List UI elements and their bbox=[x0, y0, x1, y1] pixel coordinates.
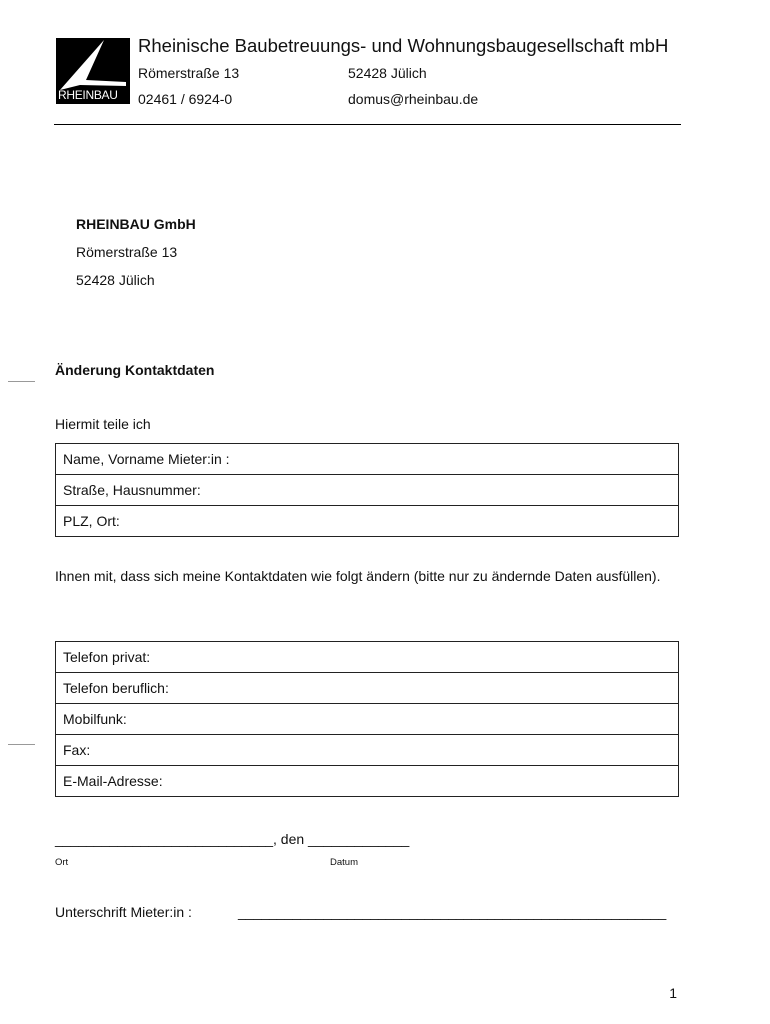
page-number: 1 bbox=[669, 985, 677, 1001]
mobile-field[interactable] bbox=[56, 704, 678, 735]
mobile-input[interactable] bbox=[56, 704, 678, 734]
tenant-street-field[interactable] bbox=[56, 475, 678, 506]
fax-input[interactable] bbox=[56, 735, 678, 765]
tenant-name-field[interactable] bbox=[56, 444, 678, 475]
phone-private-field[interactable] bbox=[56, 642, 678, 673]
email-input[interactable] bbox=[56, 766, 678, 796]
recipient-name: RHEINBAU GmbH bbox=[76, 216, 196, 232]
tenant-street-input[interactable] bbox=[56, 475, 678, 505]
signature-line[interactable]: _______________________________________________________ bbox=[238, 904, 667, 920]
phone-work-field[interactable] bbox=[56, 673, 678, 704]
place-caption: Ort bbox=[55, 857, 69, 868]
subject-heading: Änderung Kontaktdaten bbox=[55, 362, 215, 378]
recipient-city: 52428 Jülich bbox=[76, 272, 155, 288]
header-divider bbox=[54, 124, 681, 125]
company-name: Rheinische Baubetreuungs- und Wohnungsbaugesellschaft mbH bbox=[138, 35, 669, 56]
logo-wordmark: RHEINBAU bbox=[58, 88, 118, 102]
fax-label: Fax: bbox=[63, 742, 91, 758]
phone-work-input[interactable] bbox=[56, 673, 678, 703]
tenant-city-input[interactable] bbox=[56, 506, 678, 536]
place-line[interactable]: ____________________________ bbox=[55, 831, 274, 847]
letterhead-city: 52428 Jülich bbox=[348, 65, 427, 81]
email-field[interactable] bbox=[56, 766, 678, 797]
date-caption: Datum bbox=[330, 857, 358, 868]
signature-label: Unterschrift Mieter:in : bbox=[55, 904, 192, 920]
fold-mark-middle bbox=[8, 744, 35, 745]
letterhead-street: Römerstraße 13 bbox=[138, 65, 240, 81]
intro-text: Hiermit teile ich bbox=[55, 416, 151, 432]
tenant-city-field[interactable] bbox=[56, 506, 678, 537]
tenant-name-label: Name, Vorname Mieter:in : bbox=[63, 451, 230, 467]
rheinbau-logo bbox=[56, 38, 130, 104]
tenant-name-input[interactable] bbox=[56, 444, 678, 474]
tenant-street-label: Straße, Hausnummer: bbox=[63, 482, 201, 498]
email-label: E-Mail-Adresse: bbox=[63, 773, 163, 789]
date-connector: , den bbox=[273, 831, 305, 847]
place-date-line[interactable] bbox=[55, 831, 409, 847]
letterhead-phone: 02461 / 6924-0 bbox=[138, 91, 233, 107]
phone-private-label: Telefon privat: bbox=[63, 649, 151, 665]
mobile-label: Mobilfunk: bbox=[63, 711, 127, 727]
phone-work-label: Telefon beruflich: bbox=[63, 680, 169, 696]
date-line[interactable]: _____________ bbox=[308, 831, 410, 847]
phone-private-input[interactable] bbox=[56, 642, 678, 672]
body-text: Ihnen mit, dass sich meine Kontaktdaten wie folgt ändern (bitte nur zu ändernde Daten ausfüllen). bbox=[55, 568, 661, 584]
contact-data-table bbox=[55, 641, 679, 797]
letterhead-email: domus@rheinbau.de bbox=[348, 91, 479, 107]
fax-field[interactable] bbox=[56, 735, 678, 766]
recipient-street: Römerstraße 13 bbox=[76, 244, 178, 260]
tenant-data-table bbox=[55, 443, 679, 537]
tenant-city-label: PLZ, Ort: bbox=[63, 513, 120, 529]
fold-mark-top bbox=[8, 381, 35, 382]
